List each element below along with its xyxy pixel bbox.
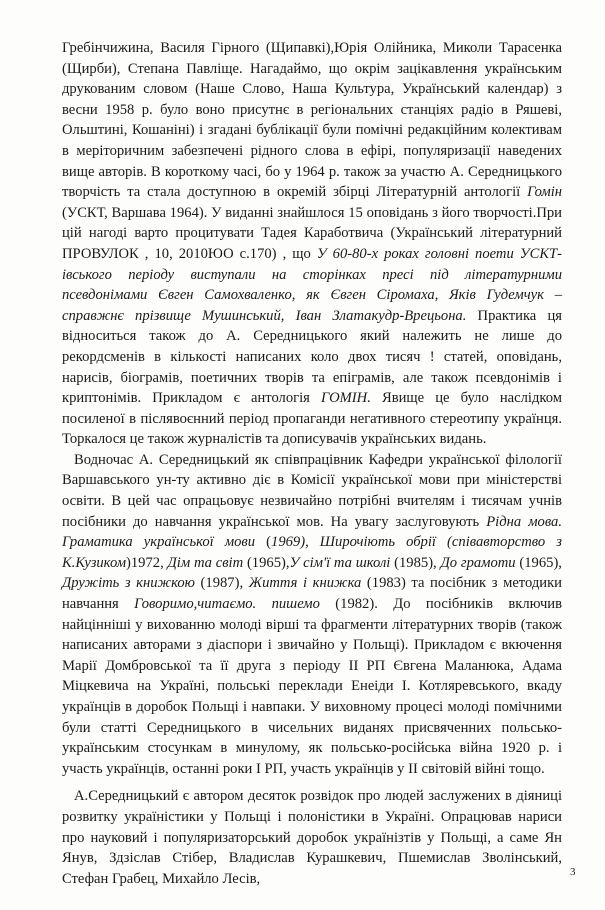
- text-run: (1985),: [390, 554, 441, 571]
- italic-run: Дружіть з книжкою: [62, 575, 195, 592]
- text-run: (1965),: [243, 554, 290, 571]
- text-run: Гребінчижина, Василя Гірного (Щипавкі),Юрія Олійника, Миколи Тарасенка (Щирби), Степана Павліще. Нагадаймо, що окрім зацікавлення українським друкованим словом (Наше Слово, Наша Культура, Український календар) з весни 1958 р. було воно присутнє в регіональних станціях радіо в Ряшеві, Ольштині, Кошаніні) і згадані бублікації були помічні редакційним колективам в меріторичним забезпечені рідного слова в ефірі, популяризації наведених вище авторів. В короткому часі, бо у 1964 р. також за участю А. Середницького творчість та стала доступною в окремій збірці Літературній антології: [62, 40, 562, 201]
- italic-run: Гомін: [527, 184, 562, 201]
- italic-run: У 60-80-х роках головні поети УСКТ-івського періоду виступали на сторінках пресі під літературними псевдонімами Євген Самохваленко, як Євген Сіромаха, Яків Гудемчук –справжнє прізвище Мушинський, Іван Златакудр-Врецьона.: [62, 245, 562, 324]
- text-run: Водночас А. Середницький як співпрацівник Кафедри української філології Варшавського ун-ту активно діє в Комісії української мови при міністерстві освіти. В цей час опрацьовує незвичайно потрібні вчителям і тисячам учнів посібники до навчання української мов. На увагу заслуговують: [62, 451, 562, 530]
- italic-run: Рідна мова. Граматика української мови: [62, 513, 563, 551]
- paragraph-2: [62, 450, 562, 780]
- italic-run: У сім'ї та школі: [289, 554, 391, 571]
- text-run: (1982). До посібників включив найцінніші у вихованню молоді вірші та фрагменти літературних творів (також написаних авторами з діаспори і звичайно у Польщі). Прикладом є вкючення Марії Домбровської та її друга з періоду ІІ РП Євгена Маланюка, Адама Міцкевича на Україні, польські переклади Енеіди І. Котляревського, вкаду українців в доробок Польщі і навпаки. У виховному процесі молоді помічними були статті Середницького в чисельних виданях присвяченних польсько-українським стосункам в минулому, як польсько-російська війна 1920 р. і участь українців, останні роки І РП, участь українців у ІІ світовій війні тощо.: [62, 596, 563, 777]
- italic-run: Говоримо,читаємо. пишемо: [134, 596, 320, 613]
- text-run: )1972,: [126, 554, 168, 571]
- text-run: (1965),: [515, 554, 562, 571]
- text-run: (: [255, 534, 272, 551]
- italic-run: Життя і книжка: [248, 575, 362, 592]
- paragraph-3: [62, 786, 562, 889]
- body-text: [62, 38, 562, 889]
- italic-run: ГОМІН.: [321, 390, 371, 407]
- paragraph-1: [62, 38, 562, 450]
- text-run: (1987),: [194, 575, 249, 592]
- text-run: (1983) та посібник з методики навчання: [62, 575, 562, 613]
- text-run: Практика ця відноситься також до А. Середницького який належить не лише до рекордсменів в кількості написаних коло двох тисяч ! статей, оповідань, нарисів, біограмів, поетичних творів та епіграмів, але також псевдонімів і криптонімів. Прикладом є антологія: [62, 307, 562, 407]
- text-run: (УСКТ, Варшава 1964). У виданні знайшлося 15 оповідань з його творчості.При цій нагоді варто процитувати Тадея Каработвича (Український літературний ПРОВУЛОК , 10, 2010ЮО с.170) , що: [62, 204, 562, 262]
- italic-run: Дім та світ: [167, 554, 244, 571]
- text-run: А.Середницький є автором десяток розвідок про людей заслужених в діяниці розвитку україністики у Польщі і полоністики в Україні. Опрацював нариси про науковий і популяризаторський доробок українізтів у Польщі, а саме Ян Янув, Здзіслав Стібер, Владислав Курашкевич, Пшемислав Зволінський, Стефан Грабец, Михайло Лесів,: [62, 788, 562, 887]
- italic-run: 1969), Широчіють обрії (співавторство з К.Кузиком: [62, 534, 562, 571]
- italic-run: До грамоти: [440, 554, 516, 571]
- text-run: Явище це було наслідком посиленої в післявоєнний період пропаганди негативного стереотипу українця. Торкалося це також журналістів та дописувачів українських видань.: [62, 390, 562, 448]
- page-number: 3: [570, 866, 576, 878]
